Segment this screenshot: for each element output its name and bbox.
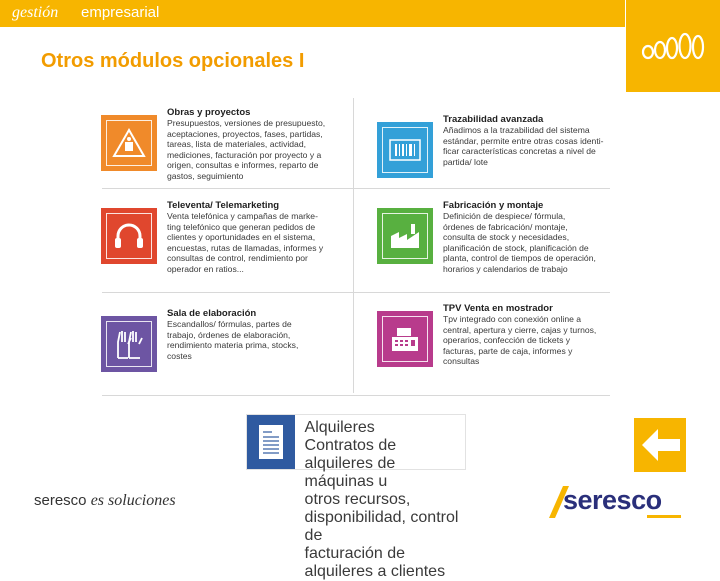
module-title: Obras y proyectos	[167, 107, 251, 118]
row-divider	[102, 188, 610, 189]
arrow-left-icon	[634, 418, 686, 472]
module-title: Trazabilidad avanzada	[443, 114, 544, 125]
factory-icon	[377, 208, 433, 264]
module-sala-elaboracion	[101, 308, 345, 372]
module-tpv	[377, 303, 621, 367]
module-description: Tpv integrado con conexión online a central, apertura y cierre, cajas y turnos, operarios, confección de tickets y facturas, parte de caja, informes y consultas	[443, 314, 597, 366]
module-description: Contratos de alquileres de máquinas u otros recursos, disponibilidad, control de facturación de alquileres a clientes	[304, 437, 459, 580]
module-description: Presupuestos, versiones de presupuesto, aceptaciones, proyectos, fases, partidas, tareas, lista de materiales, actividad, mediciones, facturación por proyecto y a origen, consultas e informes, reparto de gastos, seguimiento	[167, 118, 326, 181]
module-title: Televenta/ Telemarketing	[167, 200, 280, 211]
module-description: Añadimos a la trazabilidad del sistema estándar, permite entre otras cosas identi- ficar características concretas a nivel de partida/ lote	[443, 125, 604, 167]
page-title: Otros módulos opcionales I	[41, 50, 305, 72]
column-divider	[353, 98, 354, 393]
brand-italic: gestión	[12, 4, 59, 21]
brand-word: empresarial	[81, 4, 160, 21]
module-title: Alquileres	[304, 419, 375, 436]
headset-icon	[101, 208, 157, 264]
module-alquileres	[246, 414, 466, 580]
barcode-icon	[377, 122, 433, 178]
module-title: Fabricación y montaje	[443, 200, 544, 211]
corner-badge	[626, 0, 720, 92]
cash-register-icon	[377, 311, 433, 367]
module-fabricacion	[377, 200, 621, 274]
people-icon	[642, 34, 704, 62]
row-divider	[102, 395, 610, 396]
back-button[interactable]	[634, 418, 686, 472]
module-trazabilidad	[377, 114, 621, 178]
construction-sign-icon	[101, 115, 157, 171]
module-title: Sala de elaboración	[167, 308, 257, 319]
module-description: Escandallos/ fórmulas, partes de trabajo, órdenes de elaboración, rendimiento materia prima, stocks, costes	[167, 319, 299, 361]
footer-brand: seresco	[34, 492, 87, 509]
row-divider	[102, 292, 610, 293]
document-icon	[247, 415, 295, 469]
module-televenta	[101, 200, 345, 274]
footer-slogan: es soluciones	[90, 492, 176, 509]
module-obras-proyectos	[101, 107, 345, 181]
module-title: TPV Venta en mostrador	[443, 303, 553, 314]
module-description: Venta telefónica y campañas de marke- ting telefónico que generan pedidos de clientes y oportunidades en el sistema, encuestas, rutas de llamadas, informes y consultas de control, rendimiento por operador en ratios...	[167, 211, 324, 274]
footer-tagline	[34, 492, 176, 510]
top-bar	[0, 0, 625, 27]
gloves-icon	[101, 316, 157, 372]
logo-underline	[647, 515, 681, 518]
seresco-logo	[547, 484, 687, 520]
module-description: Definición de despiece/ fórmula, órdenes de fabricación/ montaje, consulta de stock y necesidades, planificación de stock, planificación de planta, control de tiempos de operación, horarios y calendarios de trabajo	[443, 211, 596, 274]
logo-word: seresco	[563, 485, 662, 515]
